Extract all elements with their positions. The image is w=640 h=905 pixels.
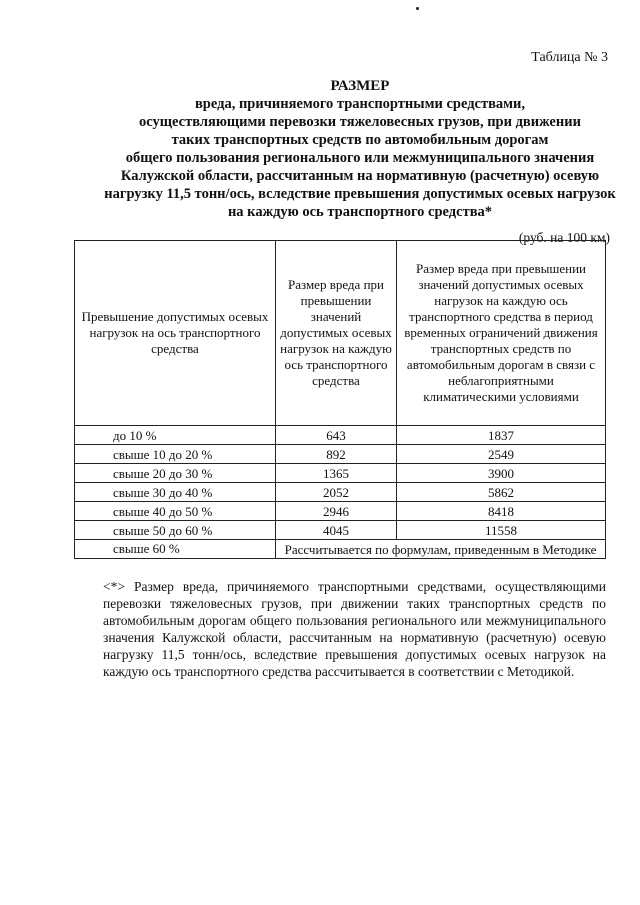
header-row <box>75 241 606 426</box>
title-line: таких транспортных средств по автомобильным дорогам <box>171 132 549 148</box>
header-seasonal: Размер вреда при превышении значений допустимых осевых нагрузок на каждую ось транспортного средства в период временных ограничений движения транспортных средств по автомобильным дорогам в связи с неблагоприятными климатическими условиями <box>397 241 606 426</box>
table-row-last <box>75 540 606 559</box>
table-row <box>75 521 606 540</box>
cell-normal: 4045 <box>276 521 397 540</box>
cell-range: свыше 20 до 30 % <box>75 464 276 483</box>
cell-formula-note: Рассчитывается по формулам, приведенным в Методике <box>276 540 606 559</box>
cell-range: свыше 40 до 50 % <box>75 502 276 521</box>
cell-seasonal: 8418 <box>397 502 606 521</box>
cell-range: свыше 10 до 20 % <box>75 445 276 464</box>
cell-seasonal: 11558 <box>397 521 606 540</box>
title-line: общего пользования регионального или межмуниципального значения <box>125 150 595 166</box>
table-row <box>75 464 606 483</box>
cell-seasonal: 1837 <box>397 426 606 445</box>
cell-range: свыше 30 до 40 % <box>75 483 276 502</box>
title-line: вреда, причиняемого транспортными средствами, <box>194 96 526 112</box>
cell-seasonal: 2549 <box>397 445 606 464</box>
damage-table <box>74 240 606 559</box>
title-line: на каждую ось транспортного средства* <box>227 204 493 220</box>
table-row <box>75 502 606 521</box>
footnote: <*> Размер вреда, причиняемого транспортными средствами, осуществляющими перевозки тяжеловесных грузов, при движении таких транспортных средств по автомобильным дорогам общего пользования регионального или межмуниципального значения Калужской области, рассчитанным на нормативную (расчетную) осевую нагрузку 11,5 тонн/ось, вследствие превышения допустимых осевых нагрузок на каждую ось транспортного средства рассчитывается в соответствии с Методикой. <box>103 579 606 679</box>
scan-speck <box>416 7 419 10</box>
table-row <box>75 426 606 445</box>
title-main: РАЗМЕР <box>330 78 390 94</box>
cell-range: до 10 % <box>75 426 276 445</box>
cell-normal: 2946 <box>276 502 397 521</box>
title-line: Калужской области, рассчитанным на нормативную (расчетную) осевую <box>120 168 600 184</box>
cell-normal: 1365 <box>276 464 397 483</box>
cell-normal: 892 <box>276 445 397 464</box>
table-number: Таблица № 3 <box>531 50 608 65</box>
cell-normal: 643 <box>276 426 397 445</box>
header-normal: Размер вреда при превышении значений допустимых осевых нагрузок на каждую ось транспортного средства <box>276 241 397 426</box>
header-overload: Превышение допустимых осевых нагрузок на ось транспортного средства <box>75 241 276 426</box>
cell-seasonal: 3900 <box>397 464 606 483</box>
unit-label: (руб. на 100 км) <box>518 230 610 245</box>
title-line: нагрузку 11,5 тонн/ось, вследствие превышения допустимых осевых нагрузок <box>104 186 616 202</box>
table-row <box>75 445 606 464</box>
title-line: осуществляющими перевозки тяжеловесных грузов, при движении <box>139 114 581 130</box>
document-title <box>70 77 640 221</box>
cell-range: свыше 60 % <box>75 540 276 559</box>
table-row <box>75 483 606 502</box>
cell-normal: 2052 <box>276 483 397 502</box>
cell-range: свыше 50 до 60 % <box>75 521 276 540</box>
cell-seasonal: 5862 <box>397 483 606 502</box>
